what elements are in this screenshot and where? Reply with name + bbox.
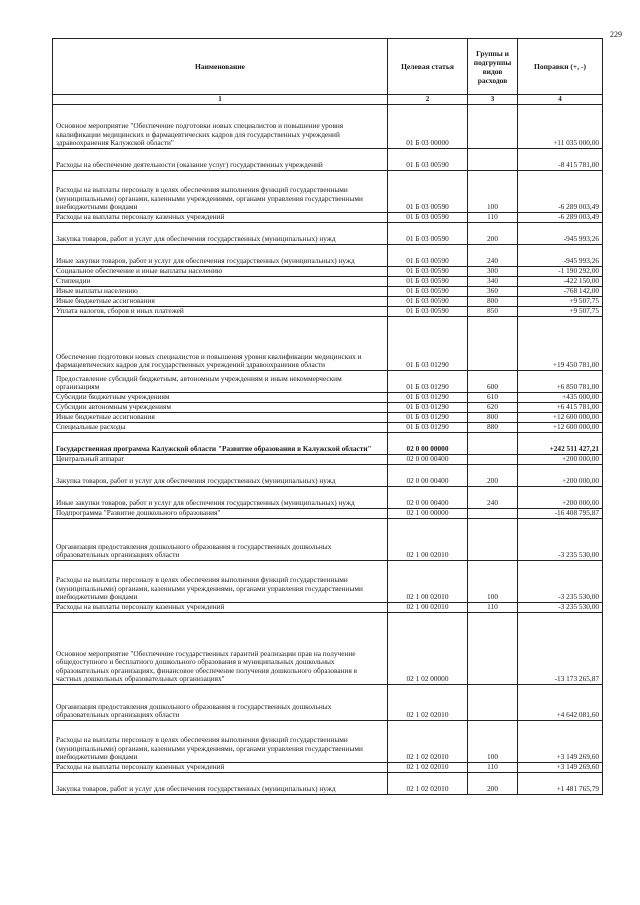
- row-group: [468, 105, 518, 149]
- table-row: [53, 561, 603, 603]
- page-number: 229: [610, 30, 622, 39]
- row-group: 240: [468, 487, 518, 509]
- row-code: 02 0 00 00400: [388, 465, 468, 487]
- table-row: [53, 267, 603, 277]
- row-group: 200: [468, 465, 518, 487]
- row-group: 360: [468, 287, 518, 297]
- row-code: 01 Б 03 00590: [388, 245, 468, 267]
- row-amount: +4 642 081,60: [518, 685, 603, 721]
- table-row: [53, 223, 603, 245]
- row-code: 01 Б 03 01290: [388, 403, 468, 413]
- table-row: [53, 213, 603, 223]
- header-group: Группы и подгруппы видов расходов: [468, 39, 518, 95]
- row-amount: +200 000,00: [518, 487, 603, 509]
- row-amount: +200 000,00: [518, 465, 603, 487]
- header-code: Целевая статья: [388, 39, 468, 95]
- row-code: 01 Б 03 01290: [388, 317, 468, 371]
- row-code: 01 Б 03 00590: [388, 287, 468, 297]
- row-name: Закупка товаров, работ и услуг для обеспечения государственных (муниципальных) нужд: [53, 465, 388, 487]
- row-group: 850: [468, 307, 518, 317]
- row-name: Стипендии: [53, 277, 388, 287]
- row-name: Расходы на выплаты персоналу в целях обеспечения выполнения функций государственными (муниципальными) органами, казенными учреждениями, органами управления государственными внебюджетными фондами: [53, 561, 388, 603]
- table-header-row: [53, 39, 603, 95]
- row-amount: +9 507,75: [518, 297, 603, 307]
- table-row: [53, 413, 603, 423]
- table-row: [53, 487, 603, 509]
- row-code: 02 1 00 00000: [388, 509, 468, 519]
- row-name: Основное мероприятие "Обеспечение государственных гарантий реализации прав на получение общедоступного и бесплатного дошкольного образования в муниципальных дошкольных образовательных организациях, финансовое обеспечение получения дошкольного образования в частных дошкольных образовательных организациях": [53, 613, 388, 685]
- row-group: 300: [468, 267, 518, 277]
- row-name: Иные бюджетные ассигнования: [53, 297, 388, 307]
- table-row: [53, 455, 603, 465]
- col-number: 4: [518, 95, 603, 105]
- table-row: [53, 603, 603, 613]
- row-group: [468, 613, 518, 685]
- row-amount: +200 000,00: [518, 455, 603, 465]
- row-code: 02 1 02 00000: [388, 613, 468, 685]
- row-amount: +3 149 269,60: [518, 763, 603, 773]
- row-name: Государственная программа Калужской области "Развитие образования в Калужской области": [53, 433, 388, 455]
- row-amount: -13 173 265,87: [518, 613, 603, 685]
- row-amount: -3 235 530,00: [518, 561, 603, 603]
- row-name: Закупка товаров, работ и услуг для обеспечения государственных (муниципальных) нужд: [53, 223, 388, 245]
- table-row: [53, 509, 603, 519]
- row-group: [468, 685, 518, 721]
- row-code: 02 1 02 02010: [388, 773, 468, 795]
- row-code: 02 1 00 02010: [388, 603, 468, 613]
- table-row: [53, 721, 603, 763]
- row-amount: +3 149 269,60: [518, 721, 603, 763]
- column-number-row: [53, 95, 603, 105]
- row-group: 100: [468, 721, 518, 763]
- row-name: Закупка товаров, работ и услуг для обеспечения государственных (муниципальных) нужд: [53, 773, 388, 795]
- table-row: [53, 613, 603, 685]
- table-row: [53, 317, 603, 371]
- row-group: 610: [468, 393, 518, 403]
- row-name: Уплата налогов, сборов и иных платежей: [53, 307, 388, 317]
- row-code: 02 1 02 02010: [388, 721, 468, 763]
- row-name: Социальное обеспечение и иные выплаты населению: [53, 267, 388, 277]
- table-row: [53, 277, 603, 287]
- row-name: Субсидии бюджетным учреждениям: [53, 393, 388, 403]
- row-code: 02 0 00 00400: [388, 487, 468, 509]
- row-name: Предоставление субсидий бюджетным, автономным учреждениям и иным некоммерческим организациям: [53, 371, 388, 393]
- row-code: 02 0 00 00000: [388, 433, 468, 455]
- row-name: Иные выплаты населению: [53, 287, 388, 297]
- row-amount: +19 450 781,00: [518, 317, 603, 371]
- row-amount: -16 408 795,87: [518, 509, 603, 519]
- row-group: 240: [468, 245, 518, 267]
- row-amount: +6 850 781,00: [518, 371, 603, 393]
- row-amount: +6 415 781,00: [518, 403, 603, 413]
- table-row: [53, 403, 603, 413]
- table-row: [53, 245, 603, 267]
- row-name: Расходы на обеспечение деятельности (оказание услуг) государственных учреждений: [53, 149, 388, 171]
- row-amount: -945 993,26: [518, 223, 603, 245]
- row-group: 200: [468, 773, 518, 795]
- row-name: Организация предоставления дошкольного образования в государственных дошкольных образовательных организациях области: [53, 685, 388, 721]
- row-amount: -3 235 530,00: [518, 519, 603, 561]
- row-group: [468, 317, 518, 371]
- row-group: [468, 455, 518, 465]
- table-row: [53, 287, 603, 297]
- col-number: 3: [468, 95, 518, 105]
- row-name: Иные закупки товаров, работ и услуг для обеспечения государственных (муниципальных) нужд: [53, 245, 388, 267]
- row-name: Основное мероприятие "Обеспечение подготовки новых специалистов и повышение уровня квалификации медицинских и фармацевтических кадров для государственных учреждений здравоохранения Калужской области": [53, 105, 388, 149]
- row-amount: +242 511 427,21: [518, 433, 603, 455]
- row-amount: +1 481 765,79: [518, 773, 603, 795]
- row-group: 800: [468, 413, 518, 423]
- row-amount: +12 600 000,00: [518, 423, 603, 433]
- row-group: [468, 519, 518, 561]
- row-code: 01 Б 03 01290: [388, 413, 468, 423]
- row-group: 110: [468, 763, 518, 773]
- row-name: Расходы на выплаты персоналу казенных учреждений: [53, 763, 388, 773]
- table-row: [53, 171, 603, 213]
- row-group: [468, 149, 518, 171]
- table-row: [53, 105, 603, 149]
- table-row: [53, 423, 603, 433]
- row-code: 01 Б 03 00590: [388, 171, 468, 213]
- row-name: Расходы на выплаты персоналу в целях обеспечения выполнения функций государственными (муниципальными) органами, казенными учреждениями, органами управления государственными внебюджетными фондами: [53, 171, 388, 213]
- row-name: Расходы на выплаты персоналу казенных учреждений: [53, 213, 388, 223]
- table-row: [53, 297, 603, 307]
- row-amount: -422 150,00: [518, 277, 603, 287]
- table-row: [53, 519, 603, 561]
- row-group: 110: [468, 213, 518, 223]
- row-name: Иные закупки товаров, работ и услуг для обеспечения государственных (муниципальных) нужд: [53, 487, 388, 509]
- row-code: 01 Б 03 00590: [388, 297, 468, 307]
- row-group: 600: [468, 371, 518, 393]
- row-amount: +9 507,75: [518, 307, 603, 317]
- row-code: 01 Б 03 00000: [388, 105, 468, 149]
- row-group: 880: [468, 423, 518, 433]
- header-amount: Поправки (+, -): [518, 39, 603, 95]
- row-name: Расходы на выплаты персоналу казенных учреждений: [53, 603, 388, 613]
- header-name: Наименование: [53, 39, 388, 95]
- budget-table: [52, 38, 603, 795]
- col-number: 2: [388, 95, 468, 105]
- row-group: 110: [468, 603, 518, 613]
- row-name: Расходы на выплаты персоналу в целях обеспечения выполнения функций государственными (муниципальными) органами, казенными учреждениями, органами управления государственными внебюджетными фондами: [53, 721, 388, 763]
- row-code: 01 Б 03 00590: [388, 277, 468, 287]
- row-name: Обеспечение подготовки новых специалистов и повышения уровня квалификации медицинских и фармацевтических кадров для государственных учреждений здравоохранения области: [53, 317, 388, 371]
- row-amount: -6 289 003,49: [518, 213, 603, 223]
- table-row: [53, 149, 603, 171]
- row-amount: +12 600 000,00: [518, 413, 603, 423]
- table-row: [53, 307, 603, 317]
- row-amount: +435 000,00: [518, 393, 603, 403]
- row-name: Центральный аппарат: [53, 455, 388, 465]
- row-amount: +11 035 000,00: [518, 105, 603, 149]
- row-amount: -8 415 781,00: [518, 149, 603, 171]
- row-code: 02 0 00 00400: [388, 455, 468, 465]
- row-name: Специальные расходы: [53, 423, 388, 433]
- row-amount: -945 993,26: [518, 245, 603, 267]
- row-group: 200: [468, 223, 518, 245]
- row-group: 800: [468, 297, 518, 307]
- row-group: [468, 509, 518, 519]
- row-code: 01 Б 03 00590: [388, 213, 468, 223]
- row-name: Субсидии автономным учреждениям: [53, 403, 388, 413]
- row-code: 02 1 02 02010: [388, 685, 468, 721]
- table-row: [53, 433, 603, 455]
- row-code: 01 Б 03 00590: [388, 307, 468, 317]
- row-amount: -6 289 003,49: [518, 171, 603, 213]
- table-row: [53, 773, 603, 795]
- table-row: [53, 371, 603, 393]
- row-group: 100: [468, 561, 518, 603]
- row-code: 01 Б 03 00590: [388, 223, 468, 245]
- table-row: [53, 685, 603, 721]
- row-code: 02 1 00 02010: [388, 519, 468, 561]
- col-number: 1: [53, 95, 388, 105]
- row-code: 01 Б 03 01290: [388, 423, 468, 433]
- row-name: Организация предоставления дошкольного образования в государственных дошкольных образовательных организациях области: [53, 519, 388, 561]
- row-group: 340: [468, 277, 518, 287]
- row-group: [468, 433, 518, 455]
- row-group: 100: [468, 171, 518, 213]
- row-code: 01 Б 03 00590: [388, 267, 468, 277]
- row-amount: -768 142,00: [518, 287, 603, 297]
- row-group: 620: [468, 403, 518, 413]
- row-code: 02 1 02 02010: [388, 763, 468, 773]
- table-row: [53, 763, 603, 773]
- row-amount: -1 190 292,00: [518, 267, 603, 277]
- row-name: Иные бюджетные ассигнования: [53, 413, 388, 423]
- row-code: 01 Б 03 01290: [388, 393, 468, 403]
- row-code: 02 1 00 02010: [388, 561, 468, 603]
- row-code: 01 Б 03 00590: [388, 149, 468, 171]
- table-row: [53, 465, 603, 487]
- row-code: 01 Б 03 01290: [388, 371, 468, 393]
- table-row: [53, 393, 603, 403]
- row-name: Подпрограмма "Развитие дошкольного образования": [53, 509, 388, 519]
- row-amount: -3 235 530,00: [518, 603, 603, 613]
